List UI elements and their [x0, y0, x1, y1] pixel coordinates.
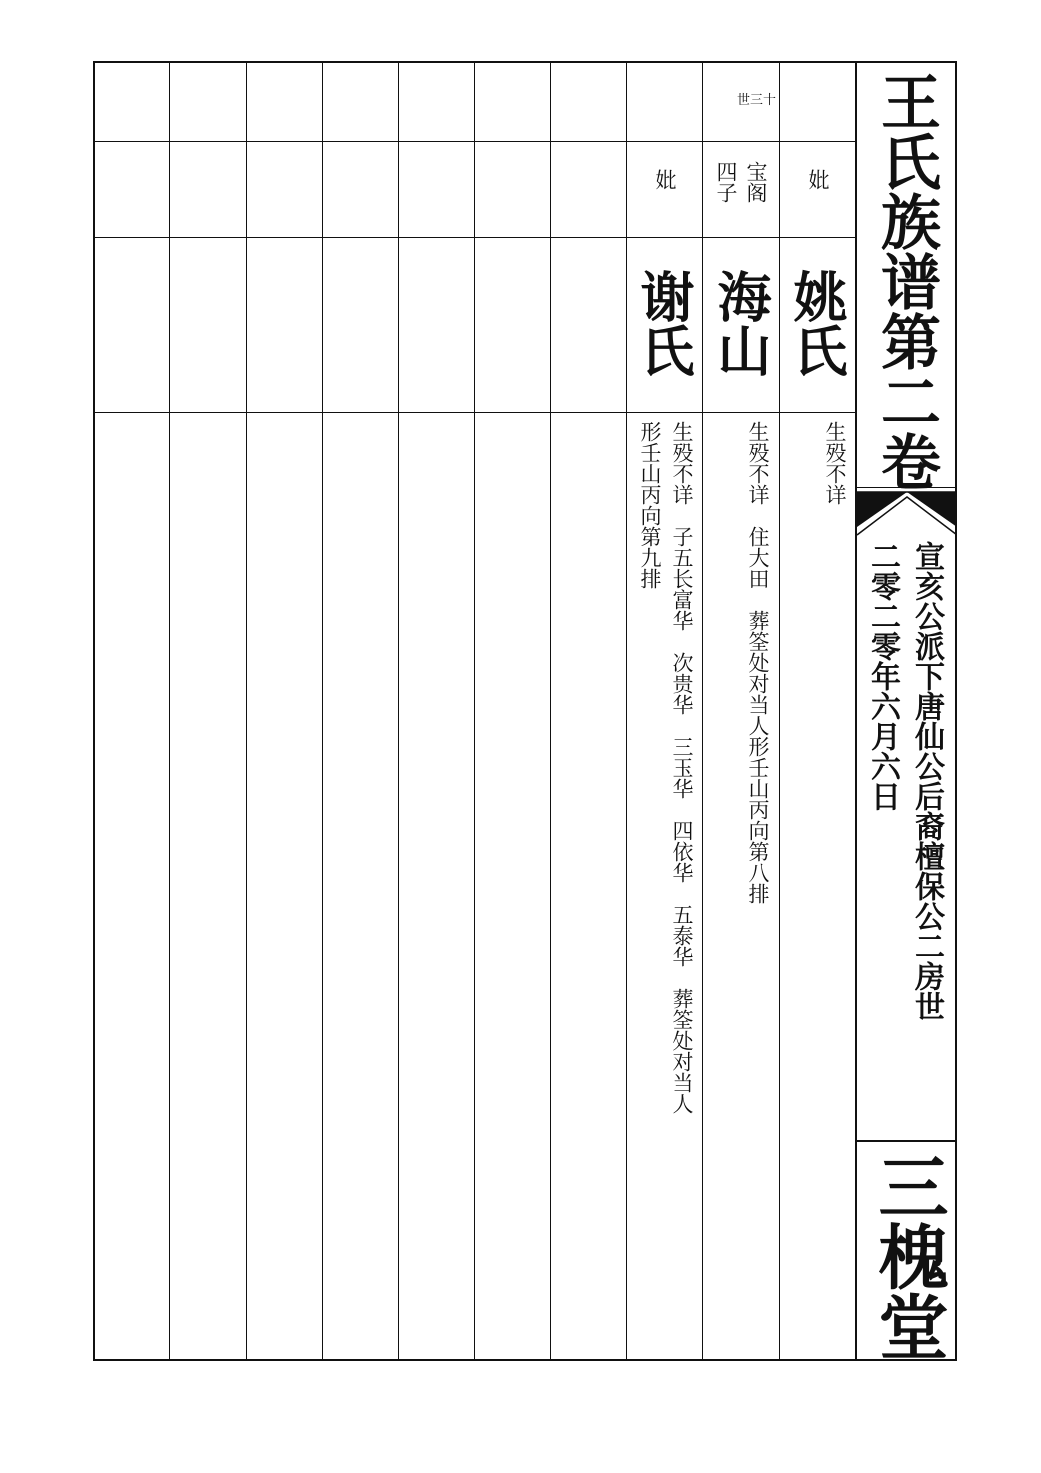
hall-name: 三槐堂 [867, 1151, 950, 1361]
relation-label: 妣 [806, 169, 830, 190]
title-panel [857, 63, 957, 1361]
branch-line: 宣亥公派下唐仙公后裔檀保公二房世 [909, 541, 944, 1021]
row-divider [95, 237, 855, 238]
column-divider [550, 63, 551, 1359]
person-name: 谢氏 [632, 269, 696, 377]
bio-text: 生殁不详 [823, 421, 847, 505]
bio-text: 生殁不详 住大田 葬筌处对当人形壬山丙向第八排 [746, 421, 770, 904]
hall-divider [857, 1140, 957, 1142]
row-divider [95, 412, 855, 413]
column-divider [246, 63, 247, 1359]
book-title: 王氏族谱第二卷 [871, 71, 941, 491]
column-divider [702, 63, 703, 1359]
relation-label: 四子 [714, 161, 738, 203]
person-name: 海山 [709, 269, 773, 377]
fishtail-ornament [857, 487, 957, 547]
generation-label: 世三十 [737, 93, 777, 108]
person-name: 姚氏 [785, 269, 849, 377]
column-divider [169, 63, 170, 1359]
column-divider [398, 63, 399, 1359]
row-divider [95, 141, 855, 142]
genealogy-page [93, 61, 957, 1361]
column-divider [322, 63, 323, 1359]
column-divider [626, 63, 627, 1359]
column-divider [779, 63, 780, 1359]
column-divider [474, 63, 475, 1359]
bio-text: 生殁不详 子五长富华 次贵华 三玉华 四依华 五泰华 葬筌处对当人 [670, 421, 694, 1114]
bio-text: 形壬山丙向第九排 [638, 421, 662, 589]
date-line: 二零二零年六月六日 [865, 541, 900, 811]
relation-label: 妣 [653, 169, 677, 190]
relation-label: 宝阁 [744, 161, 768, 203]
